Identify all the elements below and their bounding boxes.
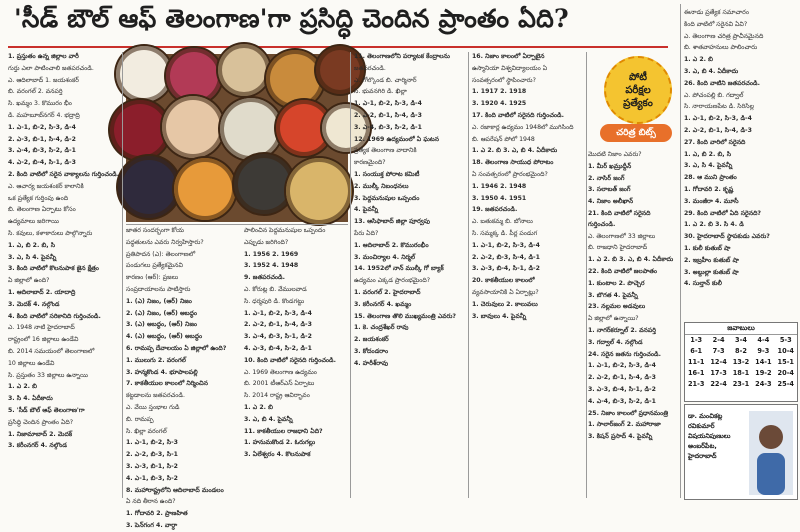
question-line: 2. ఎ-2, బి-1, సి-4, డి-3: [684, 126, 752, 134]
question-line: 28. ఆ ముని ప్రాంతం: [684, 174, 737, 182]
question-line: 3. ఎ, బి 4. పైవన్నీ: [244, 415, 293, 423]
question-line: 10. కింది వాటిలో సరైనది గుర్తించండి.: [244, 356, 336, 364]
question-line: 3. పెన్‌గంగ 4. వార్ధా: [126, 521, 178, 529]
answer-key-cell: 25-4: [777, 380, 795, 388]
question-line: 1. నాగర్‌కర్నూల్ 2. వనపర్తి: [588, 326, 656, 334]
question-line: 3. ఎ-3, బి-4, సి-1, డి-2: [472, 265, 540, 273]
question-line: ఎ. ఆదిలాబాద్ 1. జయశంకర్: [8, 76, 79, 84]
question-line: 3. హన్మకొండ 4. భూపాలపల్లి: [126, 368, 198, 376]
answer-key: [684, 322, 798, 402]
question-line: 11. కాకతీయుల రాజధాని ఏది?: [244, 427, 323, 435]
question-line: 4. ఎ-2, బి-4, సి-1, డి-3: [8, 159, 76, 167]
column-divider: [680, 4, 681, 498]
question-line: ప్రసిద్ధి చెందిన ప్రాంతం ఏది?: [8, 418, 74, 426]
question-line: 22. కింది వాటిలో జలపాతం: [588, 267, 658, 275]
question-line: బి. రాజధాని హైదరాబాద్: [588, 244, 648, 252]
question-line: 26. కింది వాటిని జతపరచండి.: [684, 79, 760, 87]
badge-line-3: ప్రత్యేకం: [623, 97, 653, 109]
question-line: 3. కరీంనగర్ 4. నల్గొండ: [8, 442, 67, 450]
question-line: బి. 2001 టీఆర్‌ఎస్ ఏర్పాటు: [244, 380, 315, 388]
question-line: సి. ధర్మపురి డి. కొండగట్టు: [244, 297, 305, 305]
question-line: బి. శాతవాహనులు పాలించారు: [684, 44, 758, 52]
answer-key-cell: 14-1: [755, 358, 772, 366]
question-line: ఉద్యమం ఎక్కడ ప్రారంభమైంది?: [354, 277, 431, 285]
badge-line-2: పరీక్షల: [625, 84, 651, 96]
question-line: 1. గోదావరి 2. కృష్ణ: [684, 185, 734, 193]
question-line: 1. ఎ 2. బి 3. సి 4. డి: [684, 221, 744, 229]
question-line: జతపరచండి.: [354, 64, 386, 72]
question-line: 3. మంజీరా 4. మూసీ: [684, 197, 739, 205]
question-line: ఏ సంవత్సరంలో ప్రారంభమైంది?: [472, 170, 548, 178]
question-line: 2. (ఎ) నిజం, (ఆర్) అబద్ధం: [126, 309, 198, 317]
question-line: 2. ముల్కీ నిబంధనలు: [354, 182, 409, 190]
question-line: 3. గద్వాల్ 4. నల్గొండ: [588, 338, 643, 346]
question-line: ప్రత్యేక తెలంగాణ వాదానికి: [354, 147, 417, 155]
question-line: 1. ఎ, బి 2. బి, సి: [684, 150, 732, 158]
question-line: పండుగలు ప్రత్యేకమైనవి: [126, 262, 183, 270]
answer-key-cell: 16-1: [687, 369, 705, 377]
question-line: 1. కులీ కుతుబ్ షా: [684, 244, 731, 252]
question-line: 4. కింది వాటిలో సరికానిది గుర్తించండి.: [8, 312, 101, 320]
badge-line-1: పోటీ: [629, 71, 647, 83]
question-line: 1. ఎ-1, బి-2, సి-3: [126, 439, 178, 447]
question-line: 3. కరీంనగర్ 4. ఖమ్మం: [354, 300, 412, 308]
question-line: 4. హరీశ్‌రావు: [354, 359, 389, 367]
page-headline: 'సీడ్ బౌల్ ఆఫ్ తెలంగాణ'గా ప్రసిద్ధి చెందిన ప్రాంతం ఏది?: [14, 4, 569, 33]
question-line: 1. ఎ 2. బి 3. ఎ, బి 4. ఏదీకాదు: [472, 147, 558, 155]
question-line: 14. 1952లో నాన్ ముల్కీ గో బ్యాక్: [354, 265, 444, 273]
question-line: 4. సుల్తాన్ కులీ: [684, 280, 722, 288]
question-line: 1. ఎ-1, బి-2, సి-3, డి-4: [588, 362, 656, 370]
question-line: 2. ఎ-2, బి-1, సి-4, డి-3: [354, 111, 422, 119]
question-line: జాతర సందర్భంగా కోయ: [126, 227, 184, 234]
question-line: సి. నారాయణపేట డి. సిరిసిల్ల: [684, 103, 754, 111]
question-line: ఎ. ఆచార్య జయశంకర్ కాలానికి: [8, 182, 84, 190]
question-line: ఎ. బతుకమ్మ బి. బోనాలు: [472, 218, 533, 226]
question-line: 18. తెలంగాణ సాయుధ పోరాటం: [472, 159, 554, 167]
question-line: 3. ఎ-4, బి-3, సి-1, డి-2: [244, 333, 312, 341]
question-column-2: [126, 226, 238, 529]
question-line: డి. మహబూబ్‌నగర్ 4. భద్రాద్రి: [8, 111, 80, 119]
column-divider: [468, 52, 469, 498]
question-line: 1. చెరువులు 2. కాలువలు: [472, 300, 538, 308]
question-line: రాష్ట్రంలో 16 జిల్లాలు ఉండేవి: [8, 336, 79, 344]
author-name: డా. మంచికట్ల రవికుమార్: [688, 412, 723, 430]
question-line: 19. జతపరచండి.: [472, 206, 518, 214]
question-line: ఎ. 1948 నాటి హైదరాబాద్: [8, 324, 75, 332]
question-line: 2. జయశంకర్: [354, 336, 389, 344]
question-line: సి. 2014 రాష్ట్ర ఆవిర్భావం: [244, 392, 310, 400]
question-line: 1. మీర్ ఖమ్రుద్దీన్: [588, 162, 632, 170]
question-line: ఎ. 1969 తెలంగాణ ఉద్యమం: [244, 368, 317, 376]
question-line: 1. 1956 2. 1969: [244, 250, 299, 258]
question-line: 1. ఎ-1, బి-2, సి-3, డి-4: [354, 100, 422, 108]
question-line: సి. కవులు, కళాకారులు పాల్గొన్నారు: [8, 229, 93, 237]
answer-key-row: [685, 379, 797, 390]
question-line: 3. కింది వాటిలో కొలనుపాక జైన క్షేత్రం: [8, 265, 99, 273]
question-line: 1. సంయుక్త పోరాట కమిటీ: [354, 170, 420, 178]
question-line: కింది వాటిలో సరైనవి ఏవి?: [684, 20, 748, 28]
question-line: 1. ఎ-1, బి-2, సి-3, డి-4: [684, 115, 752, 123]
question-line: 1. 1917 2. 1918: [472, 88, 527, 96]
question-line: 3. అబ్దుల్లా కుతుబ్ షా: [684, 268, 739, 276]
question-line: 4. (ఎ) అబద్ధం, (ఆర్) అబద్ధం: [126, 333, 203, 341]
question-line: కట్టడాలను జతపరచండి.: [126, 392, 185, 400]
question-line: సి. సమ్మక్క డి. పీర్ల పండుగ: [472, 229, 538, 237]
question-line: 1. నిజామాబాద్ 2. మెదక్: [8, 430, 73, 438]
answer-key-cell: 20-4: [777, 369, 795, 377]
question-line: 3. 1920 4. 1925: [472, 100, 527, 108]
question-line: 4. ఎ-1, బి-3, సి-2: [126, 474, 178, 482]
question-line: బి. ఆపరేషన్ పోలో 1948: [472, 135, 535, 143]
question-line: గుర్తు ఎలా పాటించాలి జతపరచండి.: [8, 64, 94, 72]
answer-key-row: [685, 357, 797, 368]
badge-circle: [604, 56, 672, 124]
question-line: 13. ఆసిఫాబాద్ జిల్లా పూర్వపు: [354, 218, 430, 226]
question-line: 1. కె. చంద్రశేఖర్ రావు: [354, 324, 409, 332]
answer-key-cell: 3-4: [735, 336, 747, 344]
question-line: పద్ధతులను ఎవరు నిర్వహిస్తారు?: [126, 238, 204, 246]
question-line: బి. రామప్ప: [126, 415, 154, 423]
question-line: 9. జతపరచండి.: [244, 274, 285, 282]
question-line: ప్రతిపాదన (ఎ): తెలంగాణలో: [126, 250, 196, 258]
question-line: పేరు ఏది?: [354, 229, 379, 237]
question-line: 3. బావులు 4. పైవన్నీ: [472, 312, 527, 320]
question-line: సి. ఖిల్లా వరంగల్: [126, 427, 167, 435]
question-line: 25. నిజాం కాలంలో ప్రధానమంత్రి: [588, 409, 669, 417]
question-line: 1. కుంటాల 2. పొచ్చెర: [588, 279, 645, 287]
question-line: 2. కింది వాటిలో సరైన వాక్యాలను గుర్తించండి.: [8, 170, 120, 178]
question-line: 3. ఎ-4, బి-3, సి-2, డి-1: [8, 147, 76, 155]
question-line: ఎ. పోచంపల్లి బి. గద్వాల్: [684, 91, 744, 99]
question-column-4: [354, 52, 466, 498]
question-line: 1. (ఎ) నిజం, (ఆర్) నిజం: [126, 297, 192, 305]
question-line: కారణం (ఆర్): ప్రజలు: [126, 274, 179, 282]
question-line: 21. కింది వాటిలో సరైనది గుర్తించండి.: [588, 209, 651, 228]
question-line: 7. కాకతీయుల కాలంలో నిర్మించిన: [126, 380, 208, 388]
question-line: 1. ఎ, బి 2. బి, సి: [8, 241, 56, 249]
question-column-5: [472, 52, 584, 498]
question-line: ఎ. రజాకార్ల ఉద్యమం 1948లో ముగిసింది: [472, 123, 574, 131]
question-line: 4. ఎ-4, బి-3, సి-2, డి-1: [588, 397, 656, 405]
question-line: బి. తెలంగాణ ఏర్పాటు కోసం: [8, 206, 76, 214]
question-line: 1. ఎ-1, బి-2, సి-3, డి-4: [472, 241, 540, 249]
question-line: బి. 2014 సమయంలో తెలంగాణలో: [8, 347, 95, 355]
column-divider: [122, 52, 123, 498]
answer-key-row: [685, 335, 797, 346]
answer-key-cell: 8-2: [735, 347, 747, 355]
column-divider: [586, 52, 587, 498]
question-line: ఎ. గోల్కొండ బి. చార్మినార్: [354, 76, 417, 84]
question-line: 17. కింది వాటిలో సరైనది గుర్తించండి.: [472, 111, 564, 119]
question-line: 1. వరంగల్ 2. హైదరాబాద్: [354, 288, 421, 296]
question-line: 3. పెద్దమనుషుల ఒప్పందం: [354, 194, 420, 202]
answer-key-cell: 5-3: [779, 336, 792, 344]
question-line: ఉస్మానియా విశ్వవిద్యాలయం ఏ: [472, 64, 548, 72]
answer-key-cell: 7-3: [712, 347, 725, 355]
answer-key-row: [685, 368, 797, 379]
answer-key-cell: 9-3: [757, 347, 770, 355]
history-bits-tag: చరిత్ర బిట్స్: [600, 124, 672, 142]
question-line: ఏ జిల్లాలో ఉంది?: [8, 277, 50, 285]
answer-key-cell: 1-3: [690, 336, 703, 344]
question-line: 3. కోదండరాం: [354, 347, 389, 355]
question-line: 4. పైవన్నీ: [354, 206, 379, 214]
question-line: 3. ఏలేశ్వరం 4. కొలనుపాక: [244, 451, 311, 459]
question-line: ఎప్పుడు జరిగింది?: [244, 238, 289, 246]
question-line: సి. భువనగిరి డి. ఖిల్లా: [354, 88, 407, 96]
question-line: 4. ఎ-3, బి-4, సి-2, డి-1: [244, 344, 312, 352]
question-line: ఎ. వేయి స్తంభాల గుడి: [126, 403, 180, 411]
question-line: ఏ నది తీరాన ఉంది?: [126, 498, 176, 506]
question-column-7: [684, 8, 796, 318]
question-line: కారణమైంది?: [354, 159, 386, 167]
question-line: 29. కింది వాటిలో ఏది సరైనది?: [684, 209, 762, 217]
question-line: 11. తెలంగాణలోని పర్యాటక కేంద్రాలను: [354, 53, 450, 60]
answer-key-title: జవాబులు: [685, 323, 797, 335]
question-line: 3. మెదక్ 4. నల్గొండ: [8, 300, 60, 308]
answer-key-cell: 2-4: [712, 336, 725, 344]
question-line: ఎ. కోరుట్ల బి. వేములవాడ: [244, 285, 307, 293]
question-line: మొదటి నిజాం ఎవరు?: [588, 151, 642, 158]
question-line: ఉద్యమాలు జరిగాయి: [8, 218, 59, 226]
question-line: 1. ఎ-1, బి-2, సి-3, డి-4: [8, 123, 76, 131]
question-line: 1. ఎ 2. బి: [8, 383, 37, 391]
question-line: 3. ఎ, బి 4. ఏదీకాదు: [684, 67, 739, 75]
answer-key-cell: 4-4: [757, 336, 770, 344]
question-line: 16. నిజాం కాలంలో ఏర్పాటైన: [472, 53, 545, 60]
question-line: 1. ప్రస్తుతం ఉన్న జిల్లాల వారీ: [8, 53, 79, 60]
question-line: 1. సాలార్‌జంగ్ 2. మహారాజా: [588, 421, 661, 429]
author-role: విషయనిపుణులు: [688, 432, 731, 440]
question-line: 2. ఎ-2, బి-1, సి-4, డి-3: [244, 321, 312, 329]
question-line: ఎ. తెలంగాణ చరిత్ర ప్రాచీనమైనది: [684, 32, 764, 40]
question-line: 2. ఎ-2, బి-1, సి-4, డి-3: [588, 374, 656, 382]
answer-key-cell: 13-2: [732, 358, 750, 366]
question-column-6: [588, 150, 676, 498]
question-line: 2. ఎ-3, బి-1, సి-4, డి-2: [8, 135, 76, 143]
question-line: సి. ప్రస్తుతం 33 జిల్లాలు ఉన్నాయి: [8, 371, 89, 379]
question-line: 10 జిల్లాలు ఉండేవి: [8, 359, 55, 367]
answer-key-cell: 24-3: [755, 380, 772, 388]
question-line: 24. సరైన జతను గుర్తించండి.: [588, 350, 661, 358]
question-column-3: [244, 226, 348, 498]
question-line: 1. హనుమకొండ 2. ఓరుగల్లు: [244, 439, 316, 447]
section-divider: [126, 224, 348, 225]
question-line: బి. వరంగల్ 2. వనపర్తి: [8, 88, 63, 96]
answer-key-cell: 22-4: [710, 380, 727, 388]
question-line: ఒక ప్రత్యేక గుర్తింపు ఉంది: [8, 194, 69, 202]
question-line: 3. కిషన్ ప్రసాద్ 4. పైవన్నీ: [588, 433, 653, 441]
column-divider: [350, 52, 351, 498]
question-line: 1. ములుగు 2. వరంగల్: [126, 356, 186, 364]
answer-key-cell: 10-4: [777, 347, 795, 355]
question-line: ఈనాడు ప్రత్యేక సమాచారం: [684, 9, 749, 16]
question-line: 3. 1952 4. 1948: [244, 262, 299, 270]
question-line: 6. రామప్ప దేవాలయం ఏ జిల్లాలో ఉంది?: [126, 344, 227, 352]
question-line: సంప్రదాయాలను పాటిస్తారు: [126, 285, 191, 293]
question-line: 2. నాసిర్ జంగ్: [588, 174, 625, 182]
question-line: 23. నల్లమల అడవులు: [588, 303, 646, 311]
question-line: 15. తెలంగాణ తొలి ముఖ్యమంత్రి ఎవరు?: [354, 312, 456, 320]
question-line: ఏ జిల్లాలో ఉన్నాయి?: [588, 315, 639, 323]
question-line: పాలించిన పెద్దమనుషుల ఒప్పందం: [244, 227, 326, 234]
question-line: వ్యవసాయానికి ఏ ఏర్పాట్లు?: [472, 288, 539, 296]
question-line: సి. ఖమ్మం 3. కొమురం భీం: [8, 100, 72, 108]
seed-bowls-photo: [126, 54, 348, 222]
question-line: 30. హైదరాబాద్ స్థాపకుడు ఎవరు?: [684, 233, 770, 241]
question-line: 3. ఎ-4, బి-3, సి-2, డి-1: [354, 123, 422, 131]
question-line: 8. మహారాష్ట్రలోని ఆదిలాబాద్ మండలం: [126, 486, 224, 494]
question-line: 1. ఎ 2. బి: [684, 56, 713, 64]
question-line: 1. గోదావరి 2. ప్రాణహిత: [126, 510, 188, 518]
exam-special-badge: [598, 54, 676, 146]
answer-key-cell: 12-4: [710, 358, 727, 366]
question-line: 3. సి 4. ఏదీకాదు: [8, 395, 53, 403]
question-line: 2. ఎ-2, బి-3, సి-1: [126, 451, 178, 459]
question-line: 3. ఎ, సి 4. పైవన్నీ: [684, 162, 733, 170]
question-line: 1. 1946 2. 1948: [472, 182, 527, 190]
person-icon: [749, 411, 793, 495]
answer-key-row: [685, 346, 797, 357]
question-line: సంవత్సరంలో స్థాపించారు?: [472, 76, 536, 84]
answer-key-cell: 19-2: [755, 369, 772, 377]
question-line: 2. ఎ-2, బి-3, సి-4, డి-1: [472, 253, 540, 261]
question-line: 12. 1969 ఉద్యమంలో ఏ ఘటన: [354, 135, 440, 143]
author-place: అంబర్‌పేట, హైదరాబాద్: [688, 442, 717, 460]
question-line: 1. ఎ 2. బి 3. ఎ, బి 4. ఏదీకాదు: [588, 256, 674, 264]
answer-key-cell: 17-3: [710, 369, 727, 377]
question-line: 27. కింది వారిలో సరైనది: [684, 138, 746, 146]
question-line: 3. ఎ-3, బి-1, సి-2: [126, 462, 178, 470]
question-line: 3. (ఎ) అబద్ధం, (ఆర్) నిజం: [126, 321, 198, 329]
question-line: 2. ఇబ్రహీం కుతుబ్ షా: [684, 256, 739, 264]
question-line: 3. 1950 4. 1951: [472, 194, 527, 202]
author-photo: [749, 411, 793, 495]
author-box: [684, 404, 798, 500]
answer-key-cell: 6-1: [690, 347, 703, 355]
question-line: 1. ఎ 2. బి: [244, 403, 273, 411]
answer-key-cell: 21-3: [687, 380, 705, 388]
question-line: 1. ఎ-1, బి-2, సి-3, డి-4: [244, 309, 312, 317]
question-line: 5. 'సీడ్ బౌల్ ఆఫ్ తెలంగాణ'గా: [8, 406, 85, 414]
answer-key-cell: 11-1: [687, 358, 705, 366]
answer-key-table: [685, 335, 797, 390]
question-column-1: [8, 52, 120, 498]
author-info: [688, 411, 746, 461]
question-line: ఎ. తెలంగాణలో 33 జిల్లాలు: [588, 232, 656, 240]
question-line: 3. బొగత 4. పైవన్నీ: [588, 291, 638, 299]
question-line: 3. ఎ, సి 4. పైవన్నీ: [8, 253, 57, 261]
question-line: 1. ఆదిలాబాద్ 2. కొమురంభీం: [354, 241, 429, 249]
answer-key-cell: 15-1: [777, 358, 795, 366]
question-line: 3. ఎ-3, బి-4, సి-1, డి-2: [588, 385, 656, 393]
question-line: 3. సలాబత్ జంగ్: [588, 186, 631, 194]
question-line: 4. నిజాం అలీఖాన్: [588, 198, 634, 206]
answer-key-cell: 23-1: [732, 380, 750, 388]
question-line: 1. ఆదిలాబాద్ 2. యాదాద్రి: [8, 288, 76, 296]
question-line: 3. మంచిర్యాల 4. నిర్మల్: [354, 253, 415, 261]
question-line: 20. కాకతీయుల కాలంలో: [472, 277, 535, 285]
answer-key-cell: 18-1: [732, 369, 750, 377]
